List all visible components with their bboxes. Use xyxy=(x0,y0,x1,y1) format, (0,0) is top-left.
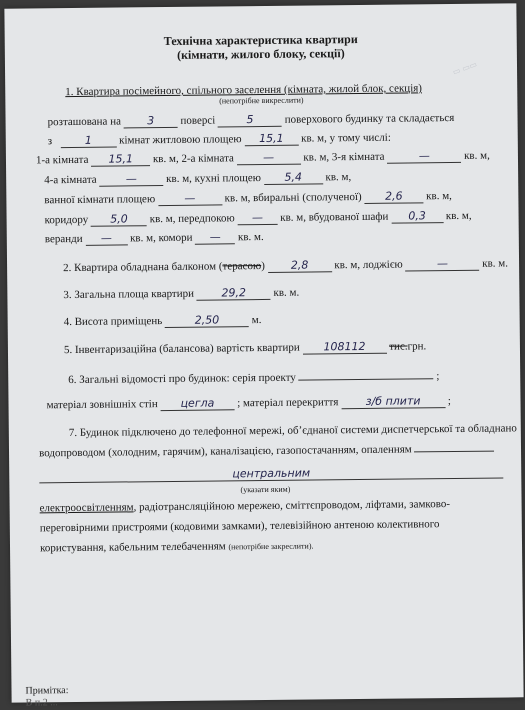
hallway-value: — xyxy=(237,212,277,225)
loggia-value: — xyxy=(405,258,479,272)
s1-note: (непотрібне викреслити) xyxy=(219,95,304,106)
s1-rooms-row: з 1 кімнат житловою площею 15,1 кв. м, у тому числі: xyxy=(47,131,391,148)
wc-value: 2,6 xyxy=(364,190,423,204)
s5-row: 5. Інвентаризаційна (балансова) вартість квартири 108112 тис.грн. xyxy=(63,339,427,357)
s7-heating-note: (указати яким) xyxy=(240,484,291,495)
s1-r4-row: 4-а кімната — кв. м, кухні площею 5,4 кв. м, xyxy=(44,170,352,187)
s1-r123-row: 1-а кімната 15,1 кв. м, 2-а кімната — кв. м, 3-я кімната — кв. м, xyxy=(35,149,490,167)
wardrobe-value: 0,3 xyxy=(391,210,443,224)
pantry-value: — xyxy=(195,231,235,244)
footer-note-text: В п.2 ... xyxy=(25,697,58,709)
corridor-value: 5,0 xyxy=(91,213,147,227)
s3-row: 3. Загальна площа квартири 29,2 кв. м. xyxy=(63,286,300,302)
heating-value: центральним xyxy=(39,466,503,484)
kitchen-value: 5,4 xyxy=(264,171,323,185)
veranda-value: — xyxy=(85,232,127,245)
s1-floor-row: розташована на 3 поверсі 5 поверхового будинку та складається xyxy=(47,111,455,129)
s1-corr-row: коридору 5,0 кв. м, передпокою — кв. м, вбудованої шафи 0,3 кв. м, xyxy=(44,209,472,227)
s7-line1: 7. Будинок підключено до телефонної мережі, об’єднаної системи диспетчерської та обладнано xyxy=(68,422,517,440)
s7-line3: електроосвітленням, радіотрансляційною мережею, сміттєпроводом, ліфтами, замково- xyxy=(39,498,451,515)
s1-bath-row: ванної кімнати площею — кв. м, вбиральні (сполученої) 2,6 кв. м, xyxy=(44,189,452,207)
bath-value: — xyxy=(158,192,222,206)
room1-value: 15,1 xyxy=(91,153,150,167)
terrace-struck: терасою xyxy=(222,260,262,273)
room3-value: — xyxy=(387,150,461,164)
s2-row: 2. Квартира обладнана балконом (терасою) 2,8 кв. м, лоджією — кв. м. xyxy=(63,257,509,275)
faint-stamp: ▭ ▭▭ xyxy=(451,59,479,77)
s7-heating-row xyxy=(39,465,525,483)
slabs-value: з/б плити xyxy=(341,395,445,409)
walls-value: цегла xyxy=(160,397,234,411)
footer-note-label: Примітка: xyxy=(25,685,69,697)
s4-row: 4. Висота приміщень 2,50 м. xyxy=(63,313,262,329)
document-sheet xyxy=(4,3,523,709)
room2-value: — xyxy=(237,152,301,166)
s7-line4: переговірними пристроями (кодовими замками), телевізійною антеною колективного xyxy=(39,518,440,535)
room4-value: — xyxy=(99,173,163,187)
floor-value: 3 xyxy=(124,115,178,129)
doc-title: Технічна характеристика квартири xyxy=(163,32,358,49)
balcony-value: 2,8 xyxy=(268,259,332,273)
s7-line2: водопроводом (холодним, гарячим), каналізацією, газопостачанням, опаленням xyxy=(39,440,525,460)
doc-subtitle: (кімнати, жилого блоку, секції) xyxy=(176,46,345,62)
cost-value: 108112 xyxy=(302,341,386,355)
s7-line5: користування, кабельним телебаченням (непотрібне закреслити). xyxy=(39,540,314,555)
s6-row1: 6. Загальні відомості про будинок: серія проекту ; xyxy=(68,370,440,387)
living-area-value: 15,1 xyxy=(244,133,298,147)
floors-value: 5 xyxy=(218,114,282,128)
total-area-value: 29,2 xyxy=(197,287,271,301)
s1-veranda-row: веранди — кв. м, комори — кв. м. xyxy=(44,230,264,246)
height-value: 2,50 xyxy=(165,314,249,328)
s1-heading: 1. Квартира посімейного, спільного заселення (кімната, жилой блок, секція) xyxy=(65,82,423,99)
s6-row2: матеріал зовнішніх стін цегла ; матеріал перекриття з/б плити ; xyxy=(46,394,451,412)
rooms-value: 1 xyxy=(60,135,116,149)
